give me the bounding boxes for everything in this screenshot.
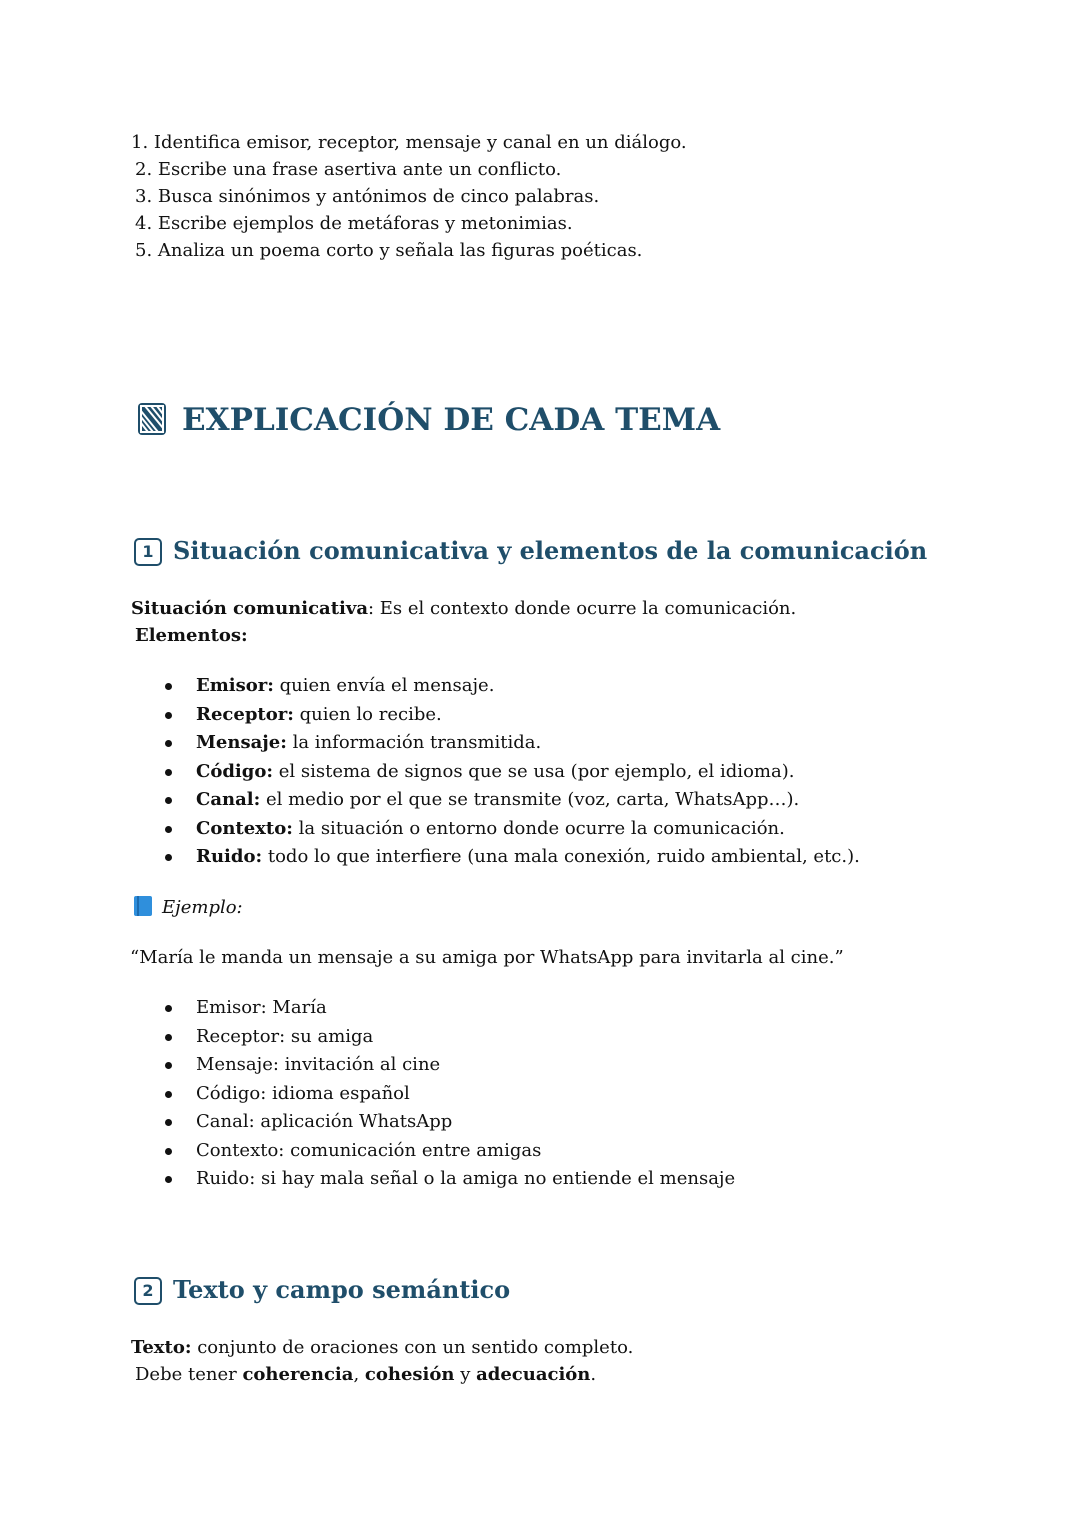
list-item: Mensaje: invitación al cine: [165, 1051, 735, 1080]
list-item: [165, 672, 860, 701]
list-item: Canal: aplicación WhatsApp: [165, 1108, 735, 1137]
section-1-heading: [134, 536, 927, 566]
element-desc: todo lo que interfiere (una mala conexión, ruido ambiental, etc.).: [262, 846, 860, 867]
example-label-text: Ejemplo:: [162, 897, 243, 918]
task-item: [131, 131, 687, 155]
separator: y: [454, 1364, 477, 1385]
list-item: Receptor: su amiga: [165, 1023, 735, 1052]
texto-term: Texto:: [131, 1337, 192, 1358]
requirements-prefix: Debe tener: [135, 1364, 243, 1385]
example-label: [134, 896, 243, 918]
definition-text: : Es el contexto donde ocurre la comunicación.: [367, 598, 797, 619]
separator: ,: [353, 1364, 365, 1385]
element-term: Código:: [196, 760, 273, 782]
task-number: 2.: [135, 159, 153, 180]
list-item: Emisor: María: [165, 994, 735, 1023]
blue-book-icon: [134, 896, 152, 916]
situacion-definition: [131, 597, 796, 621]
task-text: Analiza un poema corto y señala las figuras poéticas.: [157, 240, 643, 261]
term-adecuacion: adecuación: [476, 1364, 591, 1385]
number-1-icon: 1: [134, 538, 162, 566]
list-item: [165, 729, 860, 758]
element-desc: la situación o entorno donde ocurre la comunicación.: [292, 817, 785, 839]
section-1-title: Situación comunicativa y elementos de la comunicación: [173, 536, 928, 565]
element-term: Canal:: [196, 789, 261, 810]
period: .: [590, 1364, 597, 1385]
texto-requirements: [135, 1363, 596, 1387]
list-item: Contexto: comunicación entre amigas: [165, 1137, 735, 1166]
task-number: 4.: [135, 213, 153, 234]
task-item: [135, 158, 561, 182]
number-2-icon: 2: [134, 1277, 162, 1305]
task-item: [135, 239, 642, 263]
task-item: [135, 185, 599, 209]
task-text: Identifica emisor, receptor, mensaje y canal en un diálogo.: [153, 132, 687, 153]
definition-term: Situación comunicativa: [131, 598, 368, 619]
elements-list: [165, 672, 860, 872]
element-desc: la información transmitida.: [286, 732, 542, 753]
element-term: Ruido:: [196, 846, 263, 867]
task-text: Escribe ejemplos de metáforas y metonimias.: [157, 213, 573, 234]
element-desc: quien lo recibe.: [293, 703, 442, 725]
element-desc: quien envía el mensaje.: [273, 675, 495, 696]
term-coherencia: coherencia: [242, 1364, 354, 1385]
element-term: Emisor:: [196, 675, 274, 696]
elements-label-text: Elementos:: [135, 625, 248, 646]
list-item: [165, 758, 860, 787]
task-number: 1.: [131, 132, 149, 153]
main-title-text: EXPLICACIÓN DE CADA TEMA: [182, 402, 721, 438]
texto-definition: [131, 1336, 633, 1360]
elements-label: [135, 624, 248, 648]
notebook-icon: [138, 403, 166, 435]
element-term: Contexto:: [196, 817, 293, 839]
list-item: [165, 815, 860, 844]
list-item: [165, 701, 860, 730]
task-item: [135, 212, 573, 236]
example-list: [165, 994, 735, 1194]
main-title: [138, 402, 720, 438]
element-term: Mensaje:: [196, 732, 287, 753]
task-text: Busca sinónimos y antónimos de cinco palabras.: [157, 186, 600, 207]
list-item: Ruido: si hay mala señal o la amiga no entiende el mensaje: [165, 1165, 735, 1194]
task-number: 5.: [135, 240, 153, 261]
element-desc: el sistema de signos que se usa (por ejemplo, el idioma).: [273, 760, 795, 782]
element-desc: el medio por el que se transmite (voz, carta, WhatsApp…).: [260, 789, 800, 810]
term-cohesion: cohesión: [364, 1364, 455, 1385]
example-quote: “María le manda un mensaje a su amiga por WhatsApp para invitarla al cine.”: [130, 947, 844, 968]
list-item: Código: idioma español: [165, 1080, 735, 1109]
task-number: 3.: [135, 186, 153, 207]
texto-def: conjunto de oraciones con un sentido completo.: [191, 1337, 634, 1358]
section-2-heading: [134, 1275, 510, 1305]
list-item: [165, 786, 860, 815]
list-item: [165, 843, 860, 872]
task-text: Escribe una frase asertiva ante un conflicto.: [157, 159, 562, 180]
section-2-title: Texto y campo semántico: [173, 1275, 511, 1304]
element-term: Receptor:: [196, 703, 294, 725]
